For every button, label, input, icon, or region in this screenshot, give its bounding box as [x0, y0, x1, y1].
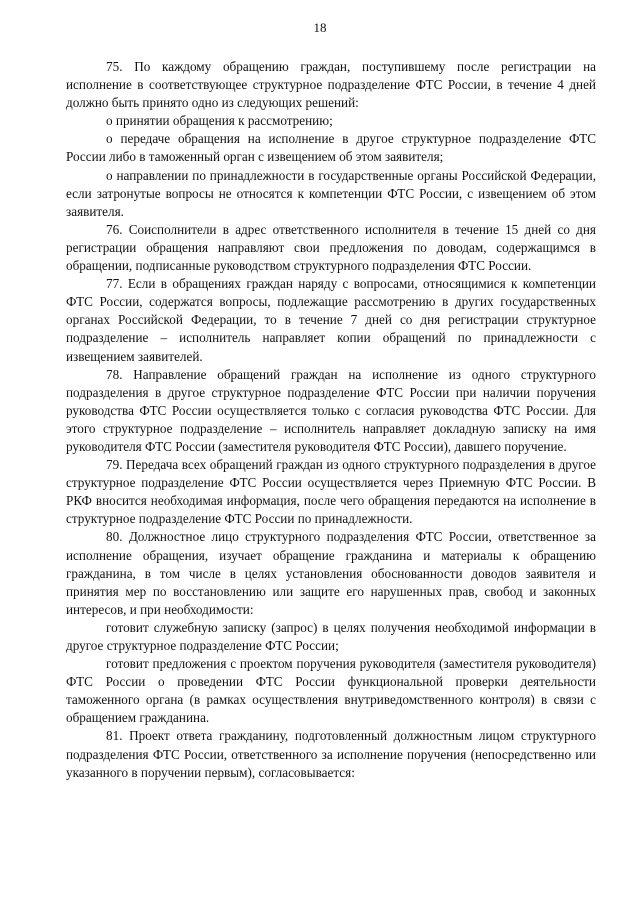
paragraph-76: 76. Соисполнители в адрес ответственного исполнителя в течение 15 дней со дня регистрации обращения направляют свои предложения по доводам, содержащимся в обращении, подписанные руководством структурного подразделения ФТС России. — [66, 221, 596, 274]
paragraph-80-item-proposal: готовит предложения с проектом поручения руководителя (заместителя руководителя) ФТС России о проведении ФТС России функциональной проверки деятельности таможенного органа (в рамках осуществления внутриведомственного контроля) в связи с обращением гражданина. — [66, 656, 596, 726]
paragraph-75: 75. По каждому обращению граждан, поступившему после регистрации на исполнение в соответствующее структурное подразделение ФТС России, в течение 4 дней должно быть принято одно из следующих решений: — [66, 59, 596, 111]
paragraph-78: 78. Направление обращений граждан на исполнение из одного структурного подразделения в другое структурное подразделение ФТС России при наличии поручения руководства ФТС России осуществляется только с согласия руководства ФТС России. Для этого структурное подразделение – исполнитель направляет докладную записку на имя руководителя ФТС России (заместителя руководителя ФТС России), давшего поручение. — [66, 366, 596, 454]
paragraph-75-option-redirect: о направлении по принадлежности в государственные органы Российской Федерации, если затронутые вопросы не относятся к компетенции ФТС России, с извещением об этом заявителя. — [66, 167, 596, 219]
page-number: 18 — [313, 20, 327, 35]
paragraph-81: 81. Проект ответа гражданину, подготовленный должностным лицом структурного подразделения ФТС России, ответственного за исполнение поручения (непосредственно или указанного в поручении первым), согласовывается: — [66, 728, 596, 780]
paragraph-77: 77. Если в обращениях граждан наряду с вопросами, относящимися к компетенции ФТС России, содержатся вопросы, подлежащие рассмотрению в других государственных органах Российской Федерации, то в течение 7 дней со дня регистрации структурное подразделение – исполнитель направляет копии обращений по принадлежности с извещением заявителей. — [66, 276, 596, 364]
paragraph-79: 79. Передача всех обращений граждан из одного структурного подразделения в другое структурное подразделение ФТС России осуществляется через Приемную ФТС России. В РКФ вносится необходимая информация, после чего обращения передаются на исполнение в структурное подразделение ФТС России по принадлежности. — [66, 457, 596, 527]
paragraph-75-option-accept: о принятии обращения к рассмотрению; — [106, 113, 333, 129]
paragraph-80: 80. Должностное лицо структурного подразделения ФТС России, ответственное за исполнение обращения, изучает обращение гражданина и материалы к обращению гражданина, в том числе в целях установления обоснованности доводов заявителя и принятия мер по восстановлению или защите его нарушенных прав, свобод и законных интересов, и при необходимости: — [66, 529, 596, 617]
paragraph-80-item-memo: готовит служебную записку (запрос) в целях получения необходимой информации в другое структурное подразделение ФТС России; — [66, 619, 596, 653]
paragraph-75-option-transfer: о передаче обращения на исполнение в другое структурное подразделение ФТС России либо в таможенный орган с извещением об этом заявителя; — [66, 131, 596, 165]
document-body — [66, 58, 596, 782]
